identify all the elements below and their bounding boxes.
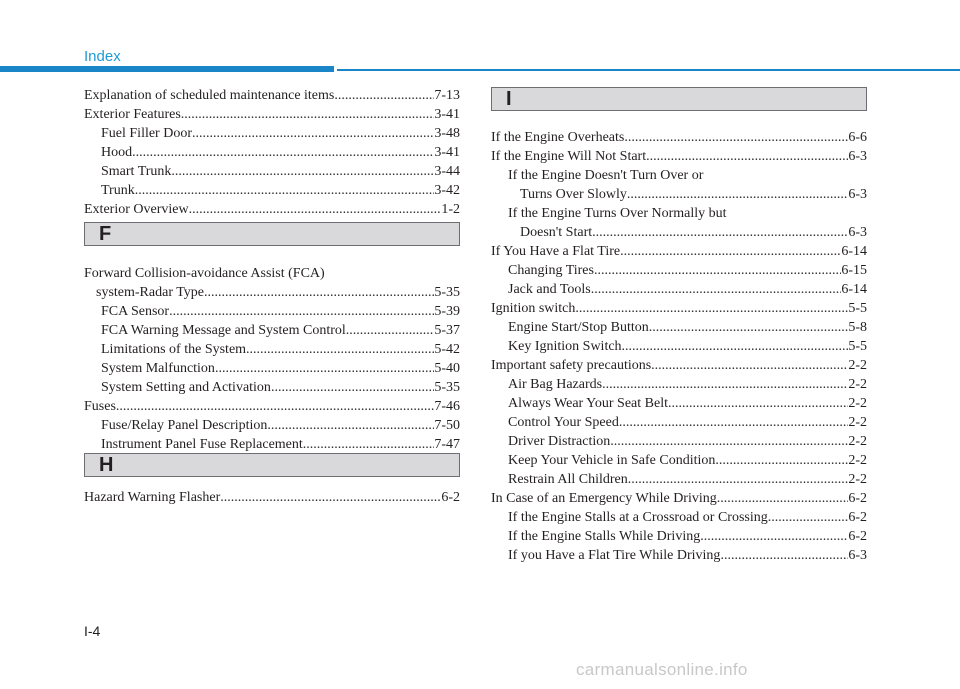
index-entry: Key Ignition Switch ..... 5-5 (491, 337, 867, 356)
index-entry: Jack and Tools ..... 6-14 (491, 280, 867, 299)
index-entry: Always Wear Your Seat Belt ..... 2-2 (491, 394, 867, 413)
index-entry: FCA Sensor ..... 5-39 (84, 302, 460, 321)
index-entry: Hazard Warning Flasher ..... 6-2 (84, 488, 460, 507)
index-entry: Explanation of scheduled maintenance items ..... 7-13 (84, 86, 460, 105)
index-entry: In Case of an Emergency While Driving ..... 6-2 (491, 489, 867, 508)
index-entry: Control Your Speed ..... 2-2 (491, 413, 867, 432)
section-label: Index (84, 48, 121, 65)
index-entry: If the Engine Will Not Start ..... 6-3 (491, 147, 867, 166)
index-entry: Changing Tires ..... 6-15 (491, 261, 867, 280)
section-letter-i: I (491, 87, 867, 111)
index-entry: Fuses ..... 7-46 (84, 397, 460, 416)
index-entry: Air Bag Hazards ..... 2-2 (491, 375, 867, 394)
section-letter-h: H (84, 453, 460, 477)
index-entry: System Setting and Activation ..... 5-35 (84, 378, 460, 397)
section-letter-f: F (84, 222, 460, 246)
index-entry: If the Engine Stalls at a Crossroad or Crossing ..... 6-2 (491, 508, 867, 527)
index-entry: Fuel Filler Door ..... 3-48 (84, 124, 460, 143)
index-entry-title: If the Engine Doesn't Turn Over or (508, 168, 704, 183)
index-entry: Hood ..... 3-41 (84, 143, 460, 162)
header-rule-thick (0, 66, 334, 72)
index-entry: If the Engine Overheats ..... 6-6 (491, 128, 867, 147)
index-entry: Restrain All Children ..... 2-2 (491, 470, 867, 489)
index-entry: Exterior Features ..... 3-41 (84, 105, 460, 124)
index-entry: Smart Trunk ..... 3-44 (84, 162, 460, 181)
page-number: I-4 (84, 623, 101, 639)
index-entry: Driver Distraction ..... 2-2 (491, 432, 867, 451)
index-entry: Limitations of the System ..... 5-42 (84, 340, 460, 359)
index-entry: If You Have a Flat Tire ..... 6-14 (491, 242, 867, 261)
index-entry: Important safety precautions ..... 2-2 (491, 356, 867, 375)
index-entry: Keep Your Vehicle in Safe Condition ..... 2-2 (491, 451, 867, 470)
index-entry: Trunk ..... 3-42 (84, 181, 460, 200)
index-entry: FCA Warning Message and System Control ..... 5-37 (84, 321, 460, 340)
index-entry: If the Engine Stalls While Driving ..... 6-2 (491, 527, 867, 546)
index-entry: Ignition switch ..... 5-5 (491, 299, 867, 318)
watermark: carmanualsonline.info (576, 660, 748, 679)
index-entry: Fuse/Relay Panel Description ..... 7-50 (84, 416, 460, 435)
index-entry: System Malfunction ..... 5-40 (84, 359, 460, 378)
index-entry: Engine Start/Stop Button ..... 5-8 (491, 318, 867, 337)
index-entry: Instrument Panel Fuse Replacement ..... 7-47 (84, 435, 460, 454)
index-entry-title: Forward Collision-avoidance Assist (FCA) (84, 266, 325, 281)
index-entry: Turns Over Slowly ..... 6-3 (491, 185, 867, 204)
header-rule-thin (337, 69, 960, 71)
index-entry: Doesn't Start ..... 6-3 (491, 223, 867, 242)
index-entry-title: If the Engine Turns Over Normally but (508, 206, 727, 221)
index-entry: Exterior Overview ..... 1-2 (84, 200, 460, 219)
index-entry: system-Radar Type ..... 5-35 (84, 283, 460, 302)
index-entry: If you Have a Flat Tire While Driving ..... 6-3 (491, 546, 867, 565)
